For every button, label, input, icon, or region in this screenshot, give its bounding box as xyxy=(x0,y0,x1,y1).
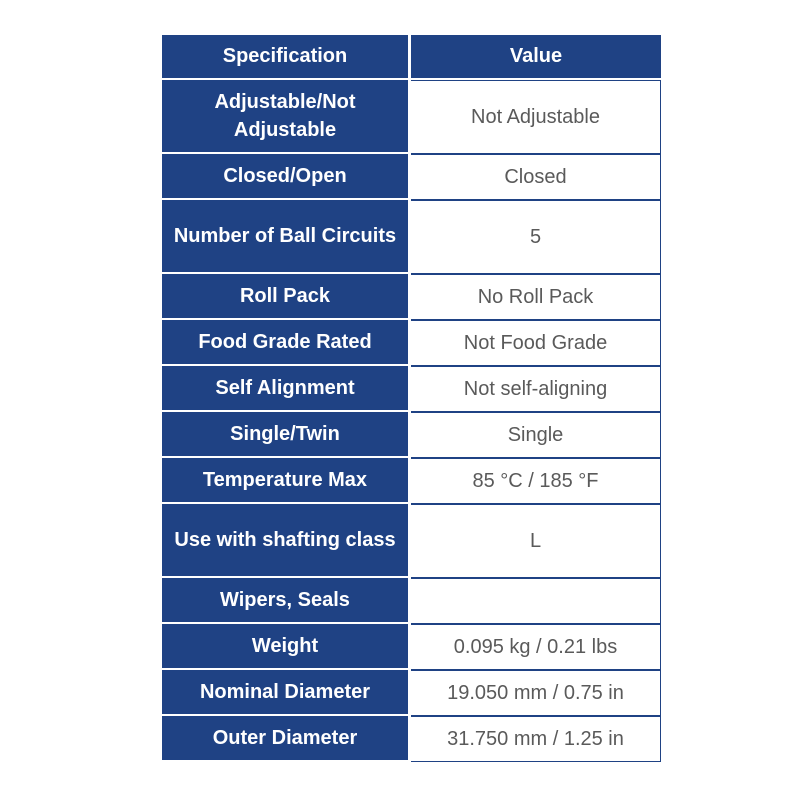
row-value: Not Food Grade xyxy=(411,320,661,366)
row-label: Nominal Diameter xyxy=(162,670,411,716)
row-label: Single/Twin xyxy=(162,412,411,458)
table-row xyxy=(162,716,661,762)
row-label: Temperature Max xyxy=(162,458,411,504)
table-row xyxy=(162,504,661,578)
table-row xyxy=(162,274,661,320)
row-value: 0.095 kg / 0.21 lbs xyxy=(411,624,661,670)
row-label: Wipers, Seals xyxy=(162,578,411,624)
table-row xyxy=(162,154,661,200)
table-header-row xyxy=(162,35,661,80)
table-row xyxy=(162,320,661,366)
row-label: Roll Pack xyxy=(162,274,411,320)
header-value: Value xyxy=(411,35,661,80)
row-label: Number of Ball Circuits xyxy=(162,200,411,274)
row-value xyxy=(411,578,661,624)
table-row xyxy=(162,578,661,624)
row-value: L xyxy=(411,504,661,578)
row-label: Adjustable/Not Adjustable xyxy=(162,80,411,154)
row-value: Single xyxy=(411,412,661,458)
row-value: 5 xyxy=(411,200,661,274)
row-value: 85 °C / 185 °F xyxy=(411,458,661,504)
table-row xyxy=(162,366,661,412)
table-row xyxy=(162,670,661,716)
table-row xyxy=(162,200,661,274)
row-value: No Roll Pack xyxy=(411,274,661,320)
table-row xyxy=(162,624,661,670)
header-specification: Specification xyxy=(162,35,411,80)
row-label: Use with shafting class xyxy=(162,504,411,578)
row-label: Closed/Open xyxy=(162,154,411,200)
table-row xyxy=(162,458,661,504)
row-label: Self Alignment xyxy=(162,366,411,412)
row-label: Food Grade Rated xyxy=(162,320,411,366)
table-row xyxy=(162,80,661,154)
row-value: 31.750 mm / 1.25 in xyxy=(411,716,661,762)
row-value: 19.050 mm / 0.75 in xyxy=(411,670,661,716)
specification-table xyxy=(162,35,661,762)
row-label: Weight xyxy=(162,624,411,670)
row-value: Not self-aligning xyxy=(411,366,661,412)
row-value: Not Adjustable xyxy=(411,80,661,154)
table-row xyxy=(162,412,661,458)
row-label: Outer Diameter xyxy=(162,716,411,762)
row-value: Closed xyxy=(411,154,661,200)
